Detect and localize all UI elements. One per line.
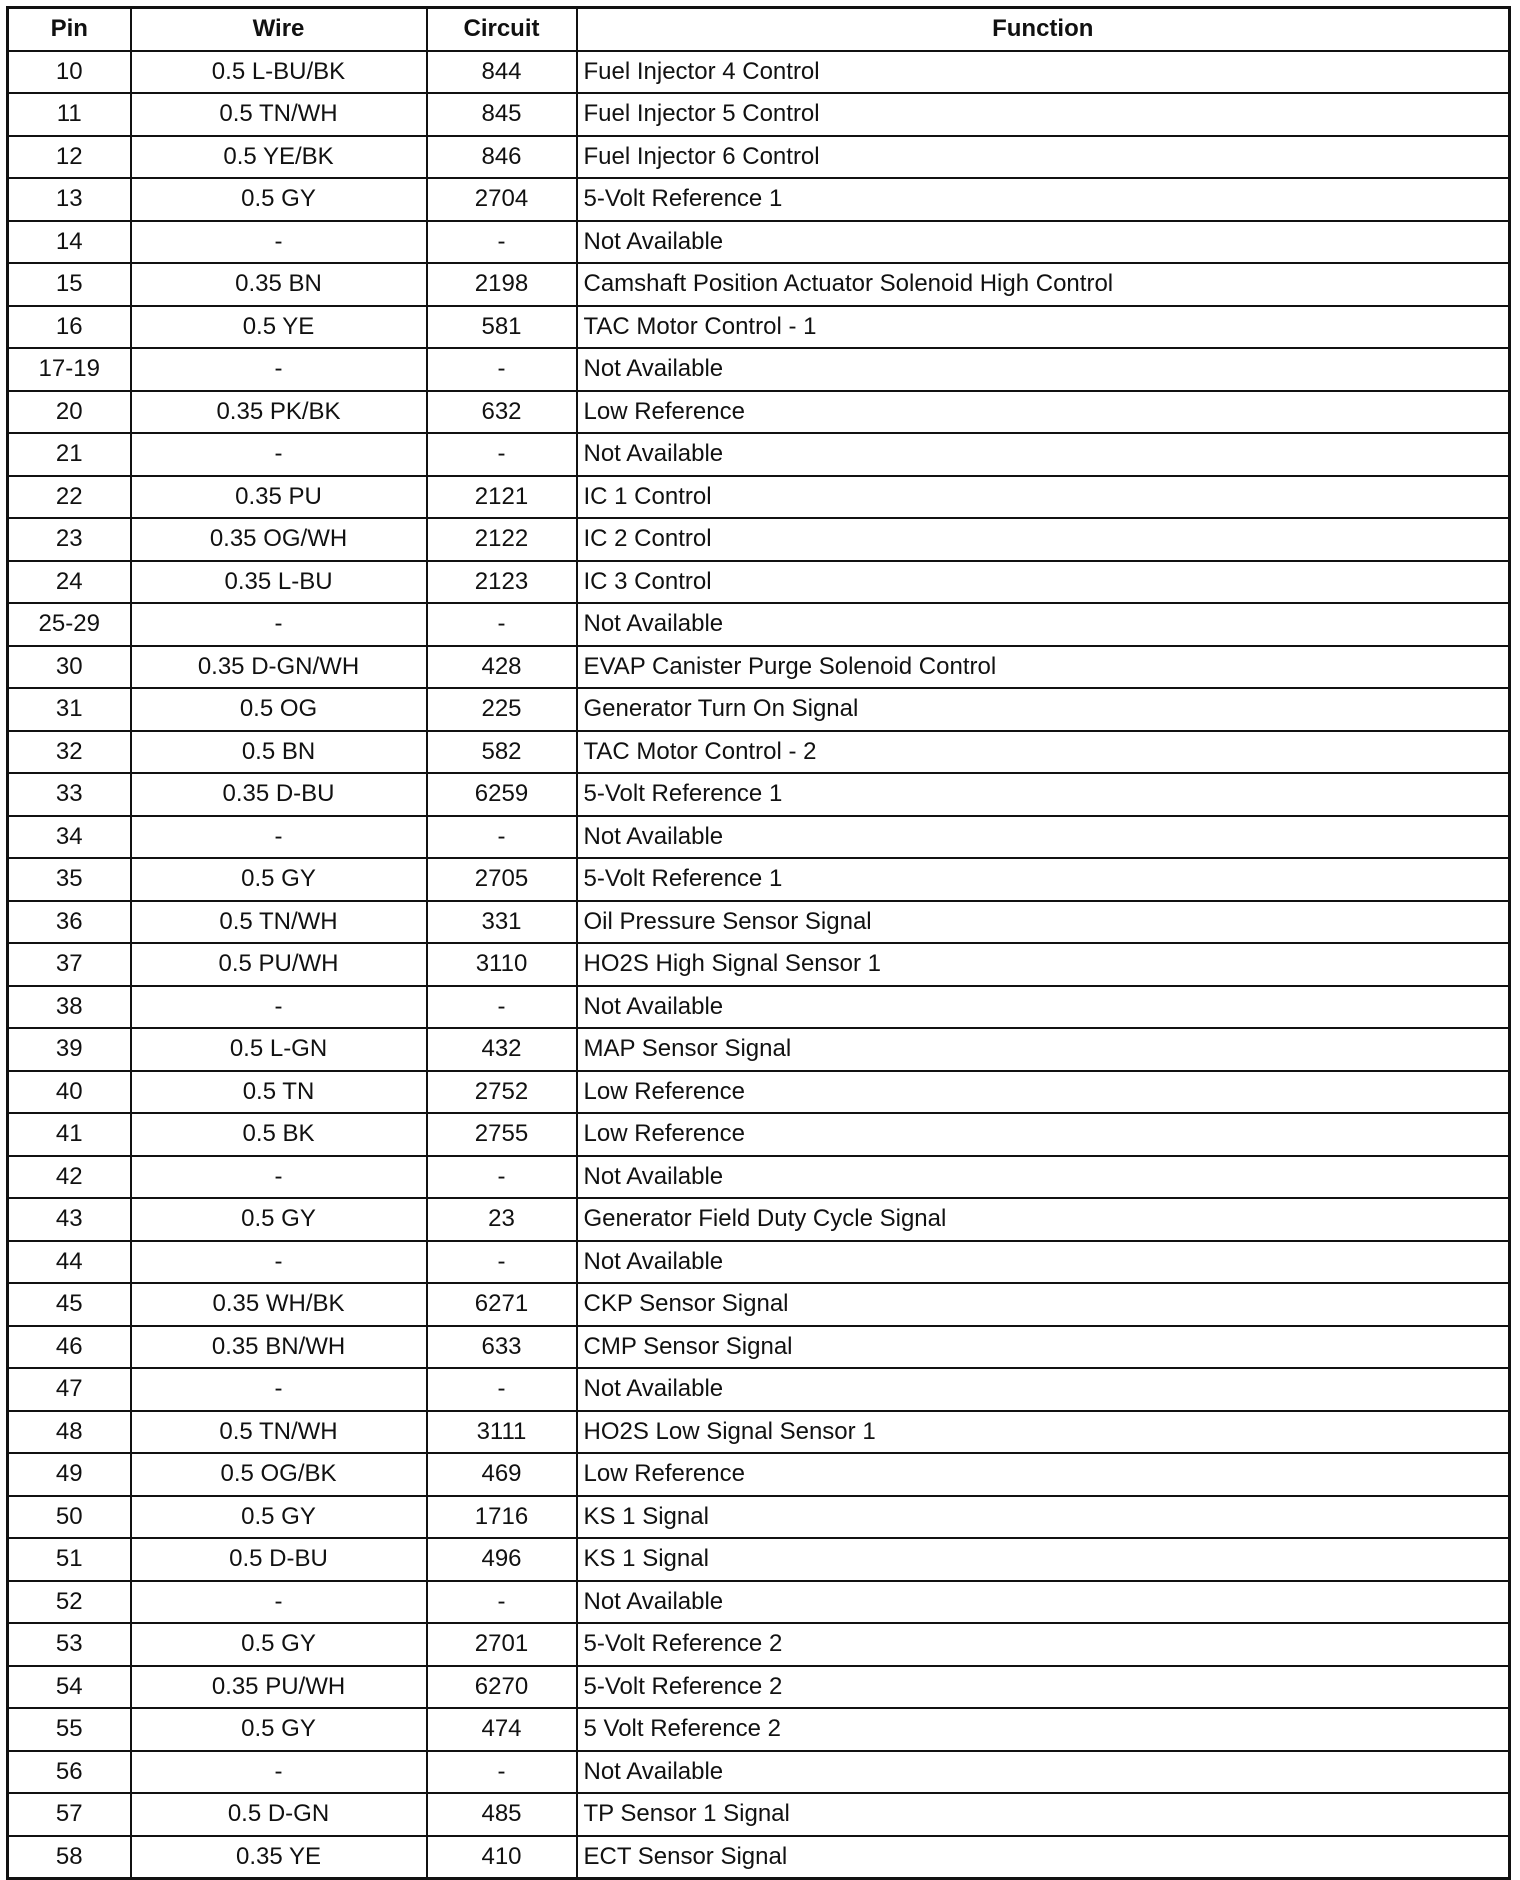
function-cell: Not Available [577,1156,1510,1199]
pin-cell: 38 [8,986,131,1029]
pin-cell: 57 [8,1793,131,1836]
table-row [8,348,1510,391]
function-cell: TP Sensor 1 Signal [577,1793,1510,1836]
wire-cell: - [131,1241,427,1284]
function-cell: 5-Volt Reference 1 [577,773,1510,816]
column-header-pin: Pin [8,8,131,51]
column-header-function: Function [577,8,1510,51]
circuit-cell: 2701 [427,1623,577,1666]
function-cell: ECT Sensor Signal [577,1836,1510,1879]
circuit-cell: 23 [427,1198,577,1241]
pin-cell: 33 [8,773,131,816]
circuit-cell: - [427,1581,577,1624]
wire-cell: 0.5 GY [131,1198,427,1241]
pin-cell: 50 [8,1496,131,1539]
wire-cell: 0.5 L-GN [131,1028,427,1071]
function-cell: 5-Volt Reference 1 [577,858,1510,901]
wire-cell: - [131,1156,427,1199]
table-row [8,731,1510,774]
table-body [8,51,1510,1879]
table-row [8,1453,1510,1496]
table-row [8,178,1510,221]
wire-cell: 0.5 GY [131,1623,427,1666]
wire-cell: 0.5 BN [131,731,427,774]
table-row [8,1283,1510,1326]
circuit-cell: 2704 [427,178,577,221]
wire-cell: 0.35 OG/WH [131,518,427,561]
table-row [8,1666,1510,1709]
table-row [8,391,1510,434]
wire-cell: - [131,1368,427,1411]
pin-cell: 55 [8,1708,131,1751]
circuit-cell: 582 [427,731,577,774]
circuit-cell: - [427,433,577,476]
wire-cell: 0.35 D-GN/WH [131,646,427,689]
pin-cell: 30 [8,646,131,689]
function-cell: Oil Pressure Sensor Signal [577,901,1510,944]
function-cell: Low Reference [577,1071,1510,1114]
function-cell: Low Reference [577,1113,1510,1156]
circuit-cell: - [427,348,577,391]
table-row [8,1496,1510,1539]
table-row [8,1708,1510,1751]
wire-cell: 0.35 YE [131,1836,427,1879]
wire-cell: - [131,986,427,1029]
function-cell: IC 3 Control [577,561,1510,604]
function-cell: HO2S Low Signal Sensor 1 [577,1411,1510,1454]
circuit-cell: 474 [427,1708,577,1751]
circuit-cell: 845 [427,93,577,136]
wire-cell: 0.5 GY [131,1496,427,1539]
function-cell: KS 1 Signal [577,1538,1510,1581]
circuit-cell: 3111 [427,1411,577,1454]
circuit-cell: 428 [427,646,577,689]
table-row [8,986,1510,1029]
pin-cell: 23 [8,518,131,561]
table-row [8,1836,1510,1879]
function-cell: CMP Sensor Signal [577,1326,1510,1369]
pin-cell: 45 [8,1283,131,1326]
table-row [8,1326,1510,1369]
pin-cell: 58 [8,1836,131,1879]
table-row [8,1198,1510,1241]
wire-cell: 0.5 L-BU/BK [131,51,427,94]
wire-cell: 0.5 D-BU [131,1538,427,1581]
circuit-cell: 581 [427,306,577,349]
function-cell: Not Available [577,816,1510,859]
table-row [8,858,1510,901]
function-cell: Fuel Injector 4 Control [577,51,1510,94]
function-cell: 5 Volt Reference 2 [577,1708,1510,1751]
pin-cell: 47 [8,1368,131,1411]
circuit-cell: - [427,986,577,1029]
pin-cell: 14 [8,221,131,264]
circuit-cell: 633 [427,1326,577,1369]
wire-cell: 0.5 YE/BK [131,136,427,179]
wire-cell: 0.5 BK [131,1113,427,1156]
circuit-cell: 2755 [427,1113,577,1156]
pin-cell: 17-19 [8,348,131,391]
function-cell: Generator Turn On Signal [577,688,1510,731]
circuit-cell: - [427,603,577,646]
pin-cell: 49 [8,1453,131,1496]
wire-cell: 0.35 L-BU [131,561,427,604]
circuit-cell: 225 [427,688,577,731]
function-cell: CKP Sensor Signal [577,1283,1510,1326]
pin-cell: 56 [8,1751,131,1794]
pin-cell: 13 [8,178,131,221]
table-row [8,943,1510,986]
pin-cell: 11 [8,93,131,136]
circuit-cell: - [427,1156,577,1199]
circuit-cell: 6270 [427,1666,577,1709]
circuit-cell: 485 [427,1793,577,1836]
wire-cell: 0.5 TN [131,1071,427,1114]
wire-cell: 0.5 TN/WH [131,1411,427,1454]
pin-cell: 40 [8,1071,131,1114]
header-row [8,8,1510,51]
table-row [8,306,1510,349]
function-cell: MAP Sensor Signal [577,1028,1510,1071]
pin-cell: 41 [8,1113,131,1156]
pin-cell: 10 [8,51,131,94]
function-cell: Not Available [577,221,1510,264]
circuit-cell: 496 [427,1538,577,1581]
circuit-cell: 6271 [427,1283,577,1326]
circuit-cell: 2121 [427,476,577,519]
pin-cell: 48 [8,1411,131,1454]
pin-cell: 12 [8,136,131,179]
table-row [8,518,1510,561]
table-row [8,1028,1510,1071]
wire-cell: 0.5 GY [131,1708,427,1751]
circuit-cell: 846 [427,136,577,179]
pin-cell: 46 [8,1326,131,1369]
wire-cell: 0.5 PU/WH [131,943,427,986]
wire-cell: 0.5 TN/WH [131,93,427,136]
pin-cell: 52 [8,1581,131,1624]
wire-cell: 0.35 PK/BK [131,391,427,434]
function-cell: TAC Motor Control - 1 [577,306,1510,349]
function-cell: Not Available [577,986,1510,1029]
table-row [8,646,1510,689]
table-row [8,93,1510,136]
function-cell: Not Available [577,433,1510,476]
wire-cell: 0.35 PU/WH [131,1666,427,1709]
function-cell: Camshaft Position Actuator Solenoid High Control [577,263,1510,306]
pin-cell: 32 [8,731,131,774]
pin-cell: 20 [8,391,131,434]
pin-cell: 16 [8,306,131,349]
table-row [8,1793,1510,1836]
circuit-cell: 632 [427,391,577,434]
function-cell: Fuel Injector 6 Control [577,136,1510,179]
circuit-cell: 432 [427,1028,577,1071]
table-row [8,433,1510,476]
wire-cell: - [131,433,427,476]
table-row [8,816,1510,859]
wire-cell: - [131,603,427,646]
function-cell: Low Reference [577,1453,1510,1496]
table-row [8,1538,1510,1581]
wire-cell: - [131,1751,427,1794]
pin-cell: 15 [8,263,131,306]
pin-cell: 51 [8,1538,131,1581]
function-cell: KS 1 Signal [577,1496,1510,1539]
table-row [8,1411,1510,1454]
wire-cell: - [131,816,427,859]
table-row [8,1623,1510,1666]
pin-cell: 36 [8,901,131,944]
table-header [8,8,1510,51]
circuit-cell: - [427,221,577,264]
table-row [8,221,1510,264]
pin-cell: 21 [8,433,131,476]
wire-cell: 0.5 GY [131,858,427,901]
circuit-cell: 2752 [427,1071,577,1114]
circuit-cell: 2122 [427,518,577,561]
function-cell: 5-Volt Reference 2 [577,1623,1510,1666]
circuit-cell: 3110 [427,943,577,986]
table-row [8,901,1510,944]
table-row [8,1241,1510,1284]
pin-cell: 31 [8,688,131,731]
table-row [8,1368,1510,1411]
function-cell: Not Available [577,1368,1510,1411]
connector-pinout-table [6,6,1511,1880]
wire-cell: 0.35 PU [131,476,427,519]
wire-cell: - [131,1581,427,1624]
wire-cell: - [131,221,427,264]
pin-cell: 53 [8,1623,131,1666]
table-row [8,51,1510,94]
wire-cell: 0.5 YE [131,306,427,349]
table-row [8,603,1510,646]
wire-cell: 0.35 WH/BK [131,1283,427,1326]
function-cell: Not Available [577,603,1510,646]
circuit-cell: - [427,1751,577,1794]
pin-cell: 43 [8,1198,131,1241]
function-cell: TAC Motor Control - 2 [577,731,1510,774]
table-row [8,773,1510,816]
function-cell: IC 1 Control [577,476,1510,519]
function-cell: Not Available [577,1751,1510,1794]
wire-cell: 0.5 GY [131,178,427,221]
function-cell: Not Available [577,1241,1510,1284]
function-cell: Not Available [577,348,1510,391]
table-row [8,1071,1510,1114]
table-row [8,476,1510,519]
pin-cell: 25-29 [8,603,131,646]
function-cell: Not Available [577,1581,1510,1624]
column-header-circuit: Circuit [427,8,577,51]
wire-cell: - [131,348,427,391]
pin-cell: 54 [8,1666,131,1709]
pin-cell: 35 [8,858,131,901]
circuit-cell: 410 [427,1836,577,1879]
circuit-cell: - [427,816,577,859]
column-header-wire: Wire [131,8,427,51]
circuit-cell: 1716 [427,1496,577,1539]
function-cell: IC 2 Control [577,518,1510,561]
circuit-cell: 2198 [427,263,577,306]
wire-cell: 0.35 BN/WH [131,1326,427,1369]
function-cell: Low Reference [577,391,1510,434]
function-cell: 5-Volt Reference 1 [577,178,1510,221]
function-cell: EVAP Canister Purge Solenoid Control [577,646,1510,689]
wire-cell: 0.5 OG/BK [131,1453,427,1496]
function-cell: HO2S High Signal Sensor 1 [577,943,1510,986]
pin-cell: 37 [8,943,131,986]
circuit-cell: 2123 [427,561,577,604]
circuit-cell: - [427,1368,577,1411]
table-row [8,136,1510,179]
table-row [8,1751,1510,1794]
circuit-cell: - [427,1241,577,1284]
table-row [8,1156,1510,1199]
wire-cell: 0.35 D-BU [131,773,427,816]
circuit-cell: 844 [427,51,577,94]
table-row [8,1581,1510,1624]
pin-cell: 42 [8,1156,131,1199]
table-row [8,263,1510,306]
wire-cell: 0.5 OG [131,688,427,731]
wire-cell: 0.5 D-GN [131,1793,427,1836]
function-cell: 5-Volt Reference 2 [577,1666,1510,1709]
pin-cell: 24 [8,561,131,604]
pin-cell: 39 [8,1028,131,1071]
table-row [8,1113,1510,1156]
function-cell: Fuel Injector 5 Control [577,93,1510,136]
table-row [8,688,1510,731]
circuit-cell: 469 [427,1453,577,1496]
pin-cell: 44 [8,1241,131,1284]
function-cell: Generator Field Duty Cycle Signal [577,1198,1510,1241]
pin-cell: 22 [8,476,131,519]
table-row [8,561,1510,604]
wire-cell: 0.5 TN/WH [131,901,427,944]
pin-cell: 34 [8,816,131,859]
wire-cell: 0.35 BN [131,263,427,306]
circuit-cell: 2705 [427,858,577,901]
circuit-cell: 331 [427,901,577,944]
circuit-cell: 6259 [427,773,577,816]
